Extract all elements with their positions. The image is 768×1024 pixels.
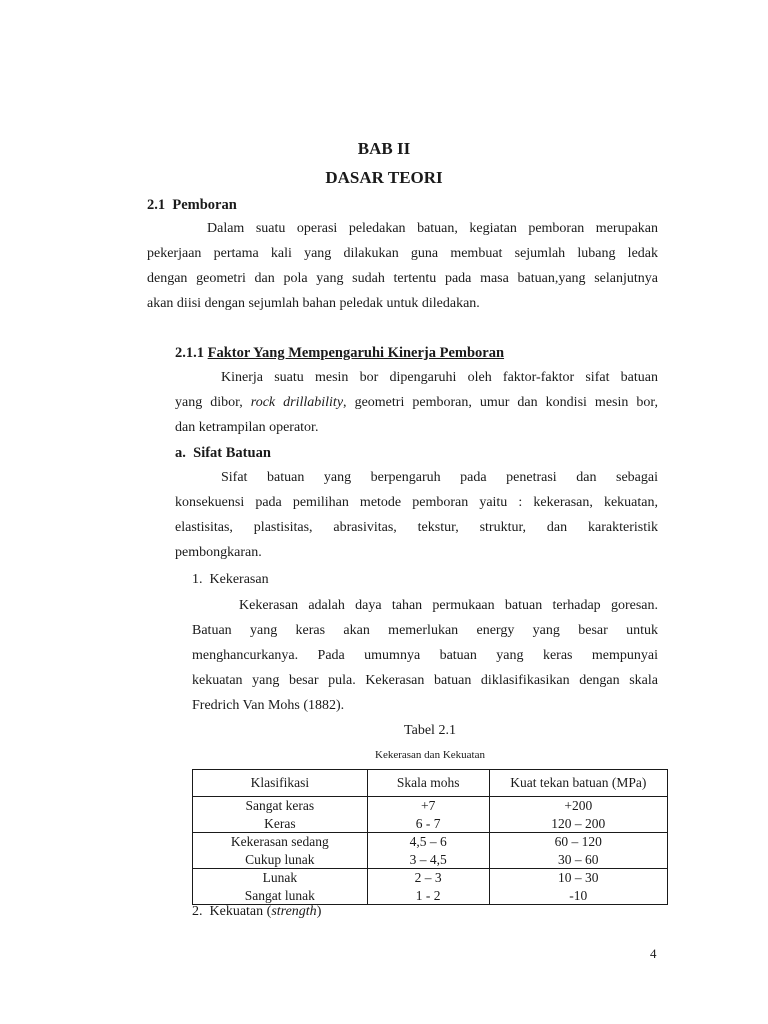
cell-line: 1 - 2 (415, 887, 441, 903)
item-title-end: ) (316, 904, 322, 919)
cell-line: 6 - 7 (415, 815, 441, 831)
table-row (193, 797, 668, 833)
section-heading (147, 197, 237, 214)
cell-line: 10 – 30 (558, 870, 599, 885)
cell-line: Cukup lunak (245, 851, 315, 867)
paragraph-line: Batuan yang keras akan memerlukan energy yang besar untuk (192, 623, 658, 638)
cell-kuat (489, 797, 667, 833)
paragraph-line: Fredrich Van Mohs (1882). (192, 698, 345, 713)
cell-line: 4,5 – 6 (409, 834, 447, 849)
paragraph-line: elastisitas, plastisitas, abrasivitas, tekstur, struktur, dan karakteristik (175, 520, 658, 535)
section-title: Pemboran (172, 197, 237, 213)
paragraph-line (175, 395, 658, 411)
cell-line: 2 – 3 (414, 870, 442, 885)
text-span: yang dibor, (175, 395, 251, 410)
cell-line: Sangat keras (245, 798, 315, 813)
header-klasifikasi: Klasifikasi (193, 770, 368, 797)
cell-line: +7 (420, 798, 436, 813)
cell-line: Kekerasan sedang (230, 834, 329, 849)
italic-term: strength (271, 904, 317, 919)
item-label: a. (175, 445, 186, 461)
cell-line: 3 – 4,5 (409, 851, 447, 867)
subsection-heading (175, 345, 504, 362)
hardness-table (192, 769, 668, 905)
cell-line: Sangat lunak (244, 887, 315, 903)
cell-line: Lunak (262, 870, 298, 885)
paragraph-line: Kinerja suatu mesin bor dipengaruhi oleh faktor-faktor sifat batuan (221, 370, 658, 385)
cell-line: 120 – 200 (551, 815, 606, 831)
cell-mohs (367, 833, 489, 869)
cell-kuat (489, 869, 667, 905)
paragraph-line: menghancurkanya. Pada umumnya batuan yang keras mempunyai (192, 648, 658, 663)
table-caption: Tabel 2.1 (404, 723, 456, 738)
subsection-title: Faktor Yang Mempengaruhi Kinerja Pemboran (207, 345, 505, 361)
table-row (193, 833, 668, 869)
cell-klasifikasi (193, 833, 368, 869)
cell-mohs (367, 869, 489, 905)
subsection-number: 2.1.1 (175, 345, 204, 361)
paragraph-line: Kekerasan adalah daya tahan permukaan batuan terhadap goresan. (239, 598, 658, 613)
item-2-heading (192, 904, 321, 920)
table-header-row (193, 770, 668, 797)
item-label: 1. (192, 572, 203, 587)
item-title: Sifat Batuan (193, 445, 271, 461)
cell-klasifikasi (193, 797, 368, 833)
item-label: 2. (192, 904, 203, 919)
paragraph-line: pekerjaan pertama kali yang dilakukan guna membuat sejumlah lubang ledak (147, 246, 658, 261)
paragraph-line: konsekuensi pada pemilihan metode pemboran yaitu : kekerasan, kekuatan, (175, 495, 658, 510)
paragraph-line: dan ketrampilan operator. (175, 420, 319, 435)
item-title: Kekuatan ( (209, 904, 272, 919)
cell-line: 60 – 120 (554, 834, 602, 849)
header-skala-mohs: Skala mohs (367, 770, 489, 797)
table-row (193, 869, 668, 905)
cell-line: Keras (264, 815, 296, 831)
section-number: 2.1 (147, 197, 166, 213)
cell-klasifikasi (193, 869, 368, 905)
cell-kuat (489, 833, 667, 869)
chapter-title: DASAR TEORI (325, 168, 443, 187)
cell-mohs (367, 797, 489, 833)
paragraph-line: pembongkaran. (175, 545, 262, 560)
item-1-heading (192, 572, 269, 588)
text-span: , geometri pemboran, umur dan kondisi mesin bor, (343, 395, 658, 410)
paragraph-line: Dalam suatu operasi peledakan batuan, kegiatan pemboran merupakan (207, 221, 658, 236)
paragraph-line: akan diisi dengan sejumlah bahan peledak untuk diledakan. (147, 296, 480, 311)
table-subcaption: Kekerasan dan Kekuatan (375, 749, 485, 761)
header-kuat-tekan: Kuat tekan batuan (MPa) (489, 770, 667, 797)
cell-line: -10 (569, 887, 588, 903)
item-title: Kekerasan (209, 572, 269, 587)
paragraph-line: dengan geometri dan pola yang sudah tertentu pada masa batuan,yang selanjutnya (147, 271, 658, 286)
paragraph-line: Sifat batuan yang berpengaruh pada penetrasi dan sebagai (221, 470, 658, 485)
page-number: 4 (650, 946, 657, 961)
paragraph-line: kekuatan yang besar pula. Kekerasan batuan diklasifikasikan dengan skala (192, 673, 658, 688)
cell-line: +200 (564, 798, 593, 813)
item-a-heading (175, 445, 271, 462)
chapter-number: BAB II (357, 139, 411, 158)
cell-line: 30 – 60 (558, 851, 599, 867)
italic-term: rock drillability (250, 395, 344, 410)
